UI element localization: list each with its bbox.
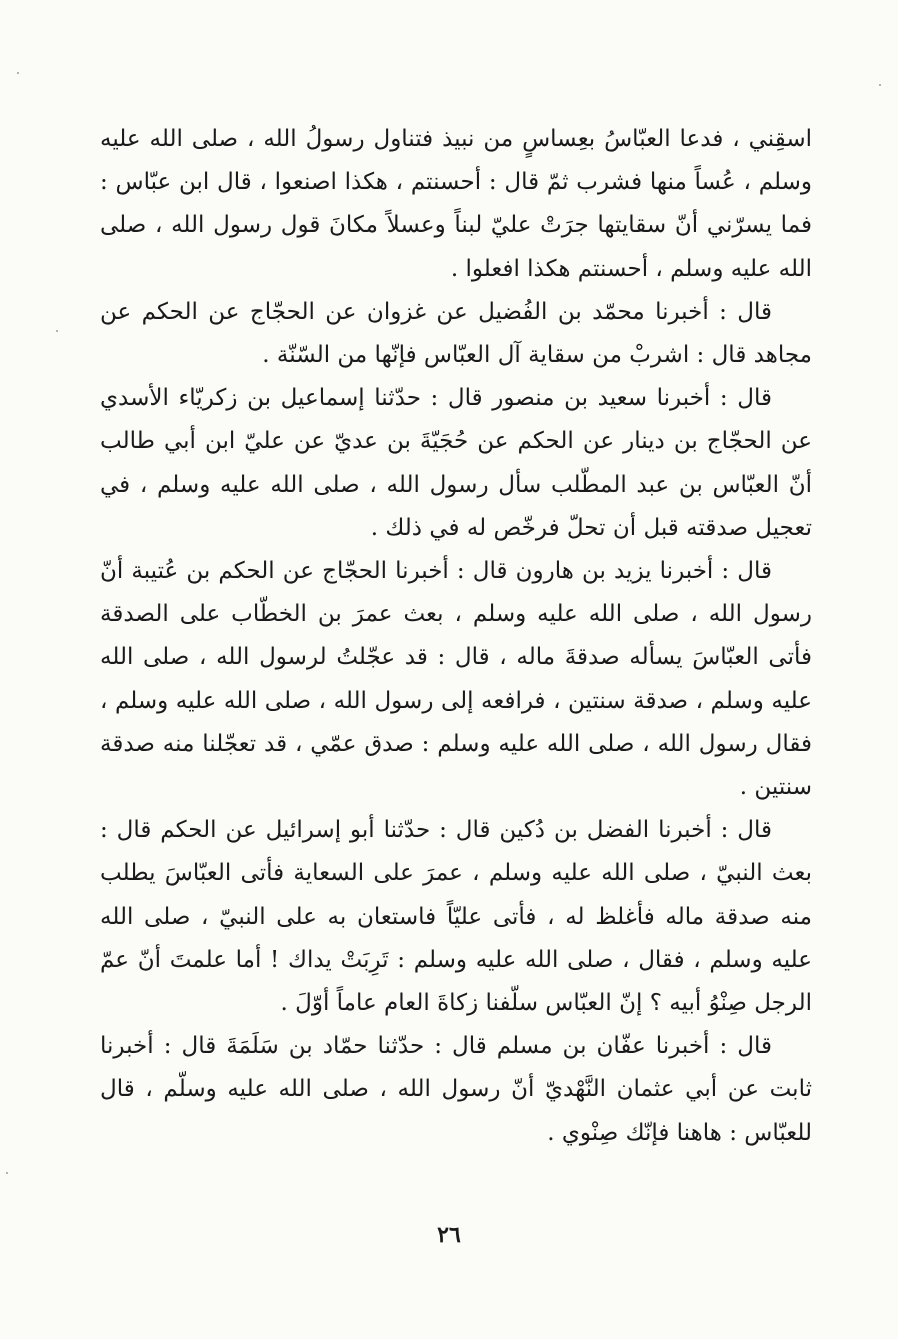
scan-speck — [17, 72, 19, 74]
paragraph-2: قال : أخبرنا محمّد بن الفُضيل عن غزوان عن الحجّاج عن الحكم عن مجاهد قال : اشربْ من سقاية آل العبّاس فإنّها من السّنّة . — [100, 298, 812, 369]
scan-speck — [56, 330, 58, 332]
paragraph-6: قال : أخبرنا عفّان بن مسلم قال : حدّثنا حمّاد بن سَلَمَةَ قال : أخبرنا ثابت عن أبي عثمان النَّهْديّ أنّ رسول الله ، صلى الله عليه وسلّم ، قال للعبّاس : هاهنا فإنّك صِنْوي . — [100, 1033, 812, 1146]
paragraph-3: قال : أخبرنا سعيد بن منصور قال : حدّثنا إسماعيل بن زكريّاء الأسدي عن الحجّاج بن دينار عن الحكم عن حُجَيّةَ بن عديّ عن عليّ ابن أبي طالب أنّ العبّاس بن عبد المطّلب سأل رسول الله ، صلى الله عليه وسلم ، في تعجيل صدقته قبل أن تحلّ فرخّص له في ذلك . — [100, 385, 812, 541]
paragraph-5: قال : أخبرنا الفضل بن دُكين قال : حدّثنا أبو إسرائيل عن الحكم قال : بعث النبيّ ، صلى الله عليه وسلم ، عمرَ على السعاية فأتى العبّاسَ يطلب منه صدقة ماله فأغلظ له ، فأتى عليّاً فاستعان به على النبيّ ، صلى الله عليه وسلم ، فقال ، صلى الله عليه وسلم : تَرِبَتْ يداك ! أما علمتَ أنّ عمّ الرجل صِنْوُ أبيه ؟ إنّ العبّاس سلّفنا زكاةَ العام عاماً أوّلَ . — [100, 817, 812, 1017]
paragraph-1: اسقِني ، فدعا العبّاسُ بعِساسٍ من نبيذ فتناول رسولُ الله ، صلى الله عليه وسلم ، عُساً منها فشرب ثمّ قال : أحسنتم ، هكذا اصنعوا ، قال ابن عبّاس : فما يسرّني أنّ سقايتها جرَتْ عليّ لبناً وعسلاً مكانَ قول رسول الله ، صلى الله عليه وسلم ، أحسنتم هكذا افعلوا . — [100, 126, 812, 282]
scan-speck — [6, 1172, 8, 1174]
paragraph-4: قال : أخبرنا يزيد بن هارون قال : أخبرنا الحجّاج عن الحكم بن عُتيبة أنّ رسول الله ، صلى الله عليه وسلم ، بعث عمرَ بن الخطّاب على الصدقة فأتى العبّاسَ يسأله صدقةَ ماله ، قال : قد عجّلتُ لرسول الله ، صلى الله عليه وسلم ، صدقة سنتين ، فرافعه إلى رسول الله ، صلى الله عليه وسلم ، فقال رسول الله ، صلى الله عليه وسلم : صدق عمّي ، قد تعجّلنا منه صدقة سنتين . — [100, 558, 812, 801]
page-body — [100, 118, 812, 1238]
scan-speck — [879, 84, 881, 86]
page-number: ٢٦ — [437, 1222, 461, 1248]
